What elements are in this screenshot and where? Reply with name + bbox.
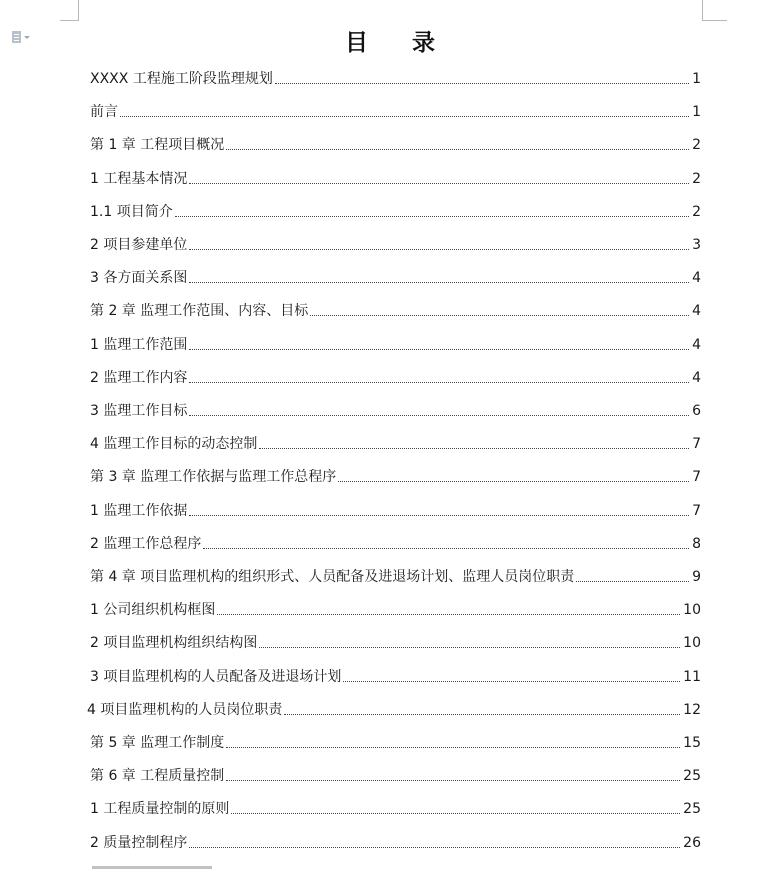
page-corner-mark-top-left [60,0,79,21]
dot-leader [189,183,689,184]
toc-entry[interactable] [90,531,701,553]
toc-entry[interactable] [90,830,701,852]
toc-entry[interactable] [90,265,701,287]
toc-entry-page-number: 3 [692,237,701,253]
toc-entry[interactable] [90,232,701,254]
toc-entry[interactable] [90,730,701,752]
toc-entry[interactable] [90,564,701,586]
toc-entry-page-number: 26 [683,834,701,851]
toc-entry[interactable] [90,365,701,387]
dot-leader [576,581,689,582]
dot-leader [217,614,680,615]
dot-leader [284,714,680,715]
dot-leader [259,448,689,449]
toc-entry-page-number: 10 [683,602,701,619]
dot-leader [338,481,689,482]
toc-entry-page-number: 9 [692,569,701,585]
toc-entry-page-number: 11 [683,668,701,685]
dot-leader [343,681,680,682]
toc-entry-text: 2 质量控制程序 [90,834,188,851]
toc-entry-page-number: 7 [692,502,701,519]
toc-entry-page-number: 15 [683,735,701,751]
toc-entry[interactable] [90,597,701,619]
toc-entry-text: 3 各方面关系图 [90,270,188,287]
dot-leader [189,382,689,383]
toc-entry-page-number: 4 [692,303,701,320]
toc-entry-page-number: 1 [692,71,701,87]
toc-entry-text: 3 项目监理机构的人员配备及进退场计划 [90,668,342,685]
toc-entry[interactable] [90,796,701,818]
toc-entry-text: 2 项目监理机构组织结构图 [90,635,258,652]
toc-entry-text: 2 项目参建单位 [90,237,188,253]
page-corner-mark-top-right [702,0,727,21]
toc-entry-text: 2 监理工作总程序 [90,535,202,552]
toc-entry[interactable] [90,332,701,354]
toc-entry[interactable] [90,199,701,221]
toc-entry[interactable] [90,132,701,154]
toc-entry-text: 第 4 章 项目监理机构的组织形式、人员配备及进退场计划、监理人员岗位职责 [90,569,575,585]
toc-entry[interactable] [90,431,701,453]
toc-entry[interactable] [90,630,701,652]
dot-leader [175,216,689,217]
toc-entry-page-number: 1 [692,104,701,121]
toc-entry-text: 1.1 项目简介 [90,203,173,220]
toc-entry-text: 1 工程质量控制的原则 [90,801,230,818]
dot-leader [189,249,689,250]
toc-entry-page-number: 2 [692,137,701,154]
toc-entry[interactable] [90,298,701,320]
dot-leader [120,116,689,117]
toc-entry-page-number: 6 [692,403,701,419]
page-title: 目 录 [344,29,453,56]
dot-leader [259,647,680,648]
dot-leader [226,747,680,748]
dot-leader [189,847,680,848]
dot-leader [226,149,689,150]
dot-leader [275,83,689,84]
toc-entry-text: 第 3 章 监理工作依据与监理工作总程序 [90,469,337,486]
toc-entry-page-number: 2 [692,170,701,187]
toc-entry-page-number: 4 [692,369,701,386]
partial-toc-entry [92,862,212,869]
toc-entry-text: XXXX 工程施工阶段监理规划 [90,71,273,87]
toc-entry-text: 1 工程基本情况 [90,170,188,187]
toc-entry[interactable] [90,66,701,88]
toc-entry[interactable] [90,664,701,686]
toc-entry-text: 4 项目监理机构的人员岗位职责 [87,701,283,718]
toc-entry-page-number: 10 [683,635,701,652]
toc-entry-page-number: 4 [692,336,701,353]
toc-entry[interactable] [87,697,701,719]
toc-entry-page-number: 2 [692,203,701,220]
toc-entry-page-number: 7 [692,436,701,453]
dot-leader [310,315,689,316]
dot-leader [189,282,689,283]
toc-entry-text: 第 1 章 工程项目概况 [90,137,225,154]
dot-leader [189,415,689,416]
toc-entry-page-number: 7 [692,469,701,486]
toc-entry[interactable] [90,99,701,121]
dot-leader [189,515,689,516]
toc-entry-text: 3 监理工作目标 [90,403,188,419]
toc-entry[interactable] [90,166,701,188]
toc-entry-text: 1 监理工作范围 [90,336,188,353]
dot-leader [203,548,689,549]
toc-entry-page-number: 8 [692,535,701,552]
toc-entry-text: 2 监理工作内容 [90,369,188,386]
toc-entry[interactable] [90,464,701,486]
toc-entry-page-number: 25 [683,801,701,818]
toc-entry-text: 第 2 章 监理工作范围、内容、目标 [90,303,309,320]
toc-entry-text: 1 监理工作依据 [90,502,188,519]
toc-entry-page-number: 4 [692,270,701,287]
toc-entry[interactable] [90,498,701,520]
toc-entry-text: 前言 [90,104,118,121]
toc-entry-text: 1 公司组织机构框图 [90,602,216,619]
dot-leader [231,813,680,814]
toc-entry-page-number: 25 [683,768,701,785]
toc-entry-page-number: 12 [683,701,701,718]
toc-entry-text: 第 6 章 工程质量控制 [90,768,225,785]
dot-leader [226,780,680,781]
toc-entry-text: 第 5 章 监理工作制度 [90,735,225,751]
toc-entry[interactable] [90,398,701,420]
toc-entry[interactable] [90,763,701,785]
dot-leader [189,349,689,350]
toc-entry-text: 4 监理工作目标的动态控制 [90,436,258,453]
